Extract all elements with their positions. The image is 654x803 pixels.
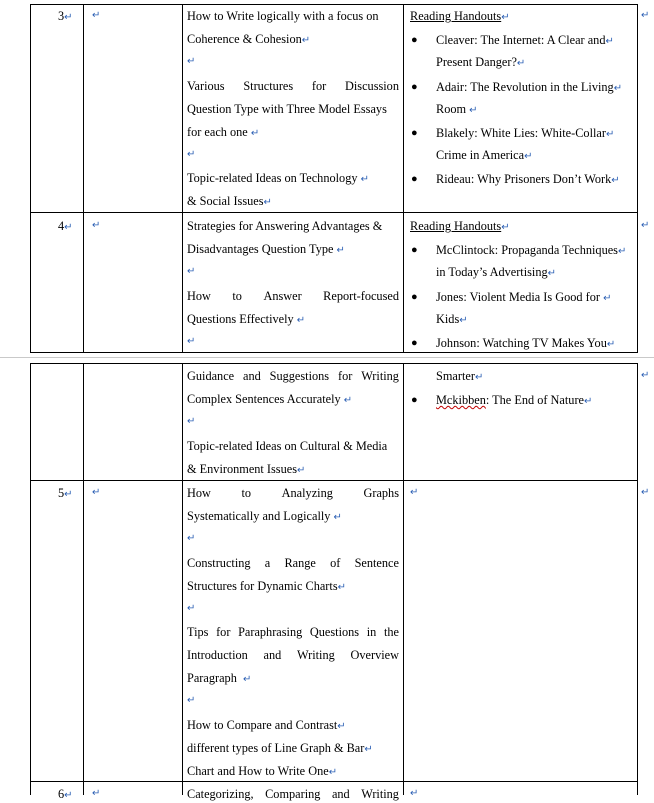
- topic-line: Chart and How to Write One↵: [187, 764, 338, 778]
- paragraph-mark: ↵: [92, 10, 101, 21]
- topic-line: & Social Issues↵: [187, 194, 272, 208]
- table-col-rule: [30, 363, 31, 795]
- page-break-line: [0, 357, 654, 358]
- table-col-rule: [403, 363, 404, 795]
- table-col-rule: [83, 4, 84, 353]
- topic-line: Question Type with Three Model Essays: [187, 102, 387, 116]
- end-of-row-mark: ↵: [641, 370, 650, 381]
- topic-line: Topic-related Ideas on Cultural & Media: [187, 439, 388, 453]
- reading-item: Smarter↵: [436, 369, 484, 383]
- row-number: 5↵: [58, 486, 73, 500]
- table-rule-top: [30, 4, 638, 5]
- paragraph-mark: ↵: [187, 533, 196, 544]
- table-col-rule: [182, 4, 183, 353]
- topic-line: for each one ↵: [187, 125, 260, 139]
- end-of-row-mark: ↵: [641, 487, 650, 498]
- table-rule-row3-bottom: [30, 212, 638, 213]
- topic-line: Constructing a Range of Sentence: [187, 556, 399, 570]
- table-col-rule: [182, 363, 183, 795]
- topic-line: Various Structures for Discussion: [187, 79, 399, 93]
- topic-line: How to Answer Report-focused: [187, 289, 399, 303]
- reading-item: Crime in America↵: [436, 148, 533, 162]
- reading-item: Room ↵: [436, 102, 478, 116]
- paragraph-mark: ↵: [187, 695, 196, 706]
- reading-item: Adair: The Revolution in the Living↵: [436, 80, 623, 94]
- row-number: 4↵: [58, 219, 73, 233]
- topic-line: How to Write logically with a focus on: [187, 9, 379, 23]
- table-rule-row5-bottom: [30, 781, 638, 782]
- paragraph-mark: ↵: [187, 56, 196, 67]
- topic-line: Systematically and Logically ↵: [187, 509, 342, 523]
- bullet: ●: [411, 127, 418, 139]
- reading-item: Johnson: Watching TV Makes You↵: [436, 336, 616, 350]
- reading-item: McClintock: Propaganda Techniques↵: [436, 243, 627, 257]
- topic-line: Guidance and Suggestions for Writing: [187, 369, 399, 383]
- table-col-rule: [30, 4, 31, 353]
- end-of-row-mark: ↵: [641, 220, 650, 231]
- topic-line: & Environment Issues↵: [187, 462, 306, 476]
- topic-line: How to Analyzing Graphs: [187, 486, 399, 500]
- row-number: 6↵: [58, 787, 73, 801]
- row-number: 3↵: [58, 9, 73, 23]
- topic-line: Complex Sentences Accurately ↵: [187, 392, 353, 406]
- table-rule-row4-bottom: [30, 480, 638, 481]
- paragraph-mark: ↵: [187, 266, 196, 277]
- topic-line: How to Compare and Contrast↵: [187, 718, 346, 732]
- table-rule-page2-top: [30, 363, 638, 364]
- bullet: ●: [411, 244, 418, 256]
- reading-item: Present Danger?↵: [436, 55, 526, 69]
- reading-item: Blakely: White Lies: White-Collar↵: [436, 126, 615, 140]
- table-col-rule: [637, 4, 638, 353]
- reading-item: in Today’s Advertising↵: [436, 265, 557, 279]
- bullet: ●: [411, 291, 418, 303]
- reading-item: Cleaver: The Internet: A Clear and↵: [436, 33, 614, 47]
- topic-line: Tips for Paraphrasing Questions in the: [187, 625, 399, 639]
- reading-item: Rideau: Why Prisoners Don’t Work↵: [436, 172, 620, 186]
- paragraph-mark: ↵: [187, 149, 196, 160]
- topic-line: Coherence & Cohesion↵: [187, 32, 311, 46]
- paragraph-mark: ↵: [92, 487, 101, 498]
- reading-item: Mckibben: The End of Nature↵: [436, 393, 593, 407]
- bullet: ●: [411, 34, 418, 46]
- topic-line: Topic-related Ideas on Technology ↵: [187, 171, 369, 185]
- paragraph-mark: ↵: [187, 603, 196, 614]
- paragraph-mark: ↵: [410, 487, 419, 498]
- topic-line: Introduction and Writing Overview: [187, 648, 399, 662]
- end-of-row-mark: ↵: [641, 10, 650, 21]
- topic-line: Categorizing, Comparing and Writing: [187, 787, 399, 801]
- paragraph-mark: ↵: [92, 220, 101, 231]
- table-col-rule: [637, 363, 638, 795]
- bullet: ●: [411, 173, 418, 185]
- reading-item: Jones: Violent Media Is Good for ↵: [436, 290, 612, 304]
- paragraph-mark: ↵: [92, 788, 101, 799]
- topic-line: Strategies for Answering Advantages &: [187, 219, 383, 233]
- topic-line: Paragraph ↵: [187, 671, 252, 685]
- paragraph-mark: ↵: [410, 788, 419, 799]
- reading-handouts-heading: Reading Handouts↵: [410, 219, 510, 233]
- reading-item: Kids↵: [436, 312, 468, 326]
- table-col-rule: [83, 363, 84, 795]
- topic-line: Structures for Dynamic Charts↵: [187, 579, 346, 593]
- paragraph-mark: ↵: [187, 336, 196, 347]
- topic-line: different types of Line Graph & Bar↵: [187, 741, 373, 755]
- topic-line: Disadvantages Question Type ↵: [187, 242, 345, 256]
- bullet: ●: [411, 337, 418, 349]
- bullet: ●: [411, 81, 418, 93]
- table-col-rule: [403, 4, 404, 353]
- bullet: ●: [411, 394, 418, 406]
- paragraph-mark: ↵: [187, 416, 196, 427]
- reading-handouts-heading: Reading Handouts↵: [410, 9, 510, 23]
- topic-line: Questions Effectively ↵: [187, 312, 306, 326]
